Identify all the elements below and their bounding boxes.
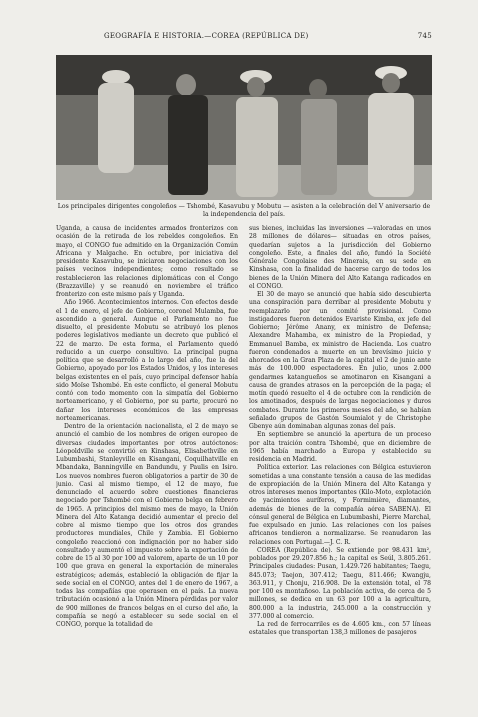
news-photo — [56, 55, 432, 200]
left-text-column — [56, 225, 238, 695]
paragraph: En septiembre se anunció la apertura de un proceso por alta traición contra Tshombé, que en diciembre de 1965 había marchado a Europa y establecido su residencia en Madrid. — [249, 431, 431, 463]
right-text-column — [249, 225, 431, 695]
paragraph: Dentro de la orientación nacionalista, el 2 de mayo se anunció el cambio de los nombres de origen europeo de diversas ciudades importantes por otros autóctonos: Léopoldville se convirtió en Kinshasa, Elisabethville en Lubumbashi, Stanleyville en Kisangani, Coquilhatville en Mbandaka, Banningville en Bandundu, y Paulis en Isiro. Los nuevos nombres fueron obligatorios a partir de 30 de junio. Casi al mismo tiempo, el 12 de mayo, fue denunciado el acuerdo sobre cuestiones financieras negociado por Tshombé con el Gobierno belga en febrero de 1965. A principios del mismo mes de mayo, la Unión Minera del Alto Katanga decidió aumentar el precio del cobre al mismo tiempo que los otros dos grandes productores mundiales, Chile y Zambia. El Gobierno congoleño reaccionó con indignación por no haber sido consultado y aumentó el impuesto sobre la exportación de cobre de 15 al 30 por 100 ad valorem, aparte de un 10 por 100 que grava en general la exportación de minerales estratégicos; además, estableció la obligación de fijar la sede social en el CONGO, antes del 1 de enero de 1967, a todas las compañías que operasen en el país. La nueva tributación ocasionó a la Unión Minera pérdidas por valor de 900 millones de francos belgas en el curso del año, la compañía se negó a establecer su sede social en el CONGO, porque la totalidad de — [56, 423, 238, 628]
paragraph: Uganda, a causa de incidentes armados fronterizos con ocasión de la retirada de los rebeldes congoleños. En mayo, el CONGO fue admitido en la Organización Común Africana y Malgache. En octubre, por iniciativa del presidente Kasavubu, se iniciaron negociaciones con los países vecinos independientes; como resultado se restablecieron las relaciones diplomáticas con el Congo (Brazzaville) y se reanudó en noviembre el tráfico fronterizo con este mismo país y Uganda. — [56, 225, 238, 298]
paragraph: Política exterior. Las relaciones con Bélgica estuvieron sometidas a una constante tensión a causa de las medidas de expropiación de la Unión Minera del Alto Katanga y otros intereses menos importantes (Kilo-Moto, explotación de yacimientos auríferos, y Formimière, diamantes, además de bienes de la compañía aérea SABENA). El cónsul general de Bélgica en Lubumbashi, Pierre Marchal, fue expulsado en junio. Las relaciones con los países africanos tendieron a normalizarse. Se reanudaron las relaciones con Portugal.—J. C. R. — [249, 464, 431, 546]
photo-illustration — [56, 55, 432, 200]
photo-caption: Los principales dirigentes congoleños — Tshombé, Kasavubu y Mobutu — asisten a la celebración del V aniversario de la independencia del país. — [57, 203, 431, 218]
paragraph: Año 1966. Acontecimientos internos. Con efectos desde el 1 de enero, el jefe de Gobierno, coronel Mulamba, fue ascendido a general. Aunque el Parlamento no fue disuelto, el presidente Mobutu se atribuyó los plenos poderes legislativos mediante un decreto que publicó el 22 de marzo. De esta forma, el Parlamento quedó reducido a un cuerpo consultivo. La principal pugna política que se desarrolló a lo largo del año, fue la del Gobierno, apoyado por los Estados Unidos, y los intereses belgas existentes en el país, cuyo principal defensor había sido Moïse Tshombé. En este conflicto, el general Mobutu contó con todo momento con la simpatía del Gobierno norteamericano, y el Gobierno, por su parte, procuró no dañar los intereses económicos de las empresas norteamericanas. — [56, 299, 238, 422]
paragraph: El 30 de mayo se anunció que había sido descubierta una conspiración para derribar al presidente Mobutu y reemplazarlo por un comité provisional. Como instigadores fueron detenidos Evariste Kimba, ex jefe del Gobierno; Jérôme Anany, ex ministro de Defensa; Alexandre Mahamba, ex ministro de la Propiedad, y Emmanuel Bamba, ex ministro de Hacienda. Los cuatro fueron condenados a muerte en un brevísimo juicio y ahorcados en la Gran Plaza de la capital el 2 de junio ante más de 100.000 espectadores. En julio, unos 2.000 gendarmes katangueños se amotinaron en Kisangani a causa de grandes atrasos en la percepción de la paga; el motín quedó resuelto el 4 de octubre con la rendición de los amotinados, después de largas negociaciones y duros combates. Durante los primeros meses del año, se habían señalado grupos de Gastón Soumialot y de Christophe Gbenye aún dominaban algunas zonas del país. — [249, 291, 431, 430]
paragraph: sus bienes, incluidas las inversiones —valoradas en unos 28 millones de dólares— situadas en otros países, quedarían sujetos a la jurisdicción del Gobierno congoleño. Este, a finales del año, fundó la Société Générale Congolaise des Minerais, en su sede en Kinshasa, con la finalidad de hacerse cargo de todos los bienes de la Unión Minera del Alto Katanga radicados en el CONGO. — [249, 225, 431, 290]
paragraph: COREA (República de). Se extiende por 98.431 km², poblados por 29.207.856 h.; la capital es Seúl, 3.805.261. Principales ciudades: Pusan, 1.429.726 habitantes; Taegu, 845.073; Taejon, 307.412; Taegu, 811.466; Kwangju, 363.911, y Chonju, 216.908. De la extensión total, el 78 por 100 es montañoso. La población activa, de cerca de 5 millones, se dedica en un 63 por 100 a la agricultura, 800.000 a la industria, 245.000 a la construcción y 377.000 al comercio. — [249, 546, 431, 620]
running-title: GEOGRAFÍA E HISTORIA.—COREA (REPÚBLICA DE) — [104, 32, 309, 40]
page-header — [54, 32, 432, 44]
page-number: 745 — [417, 32, 432, 40]
paragraph: La red de ferrocarriles es de 4.605 km., con 57 líneas estatales que transportan 138,3 millones de pasajeros — [249, 621, 431, 637]
